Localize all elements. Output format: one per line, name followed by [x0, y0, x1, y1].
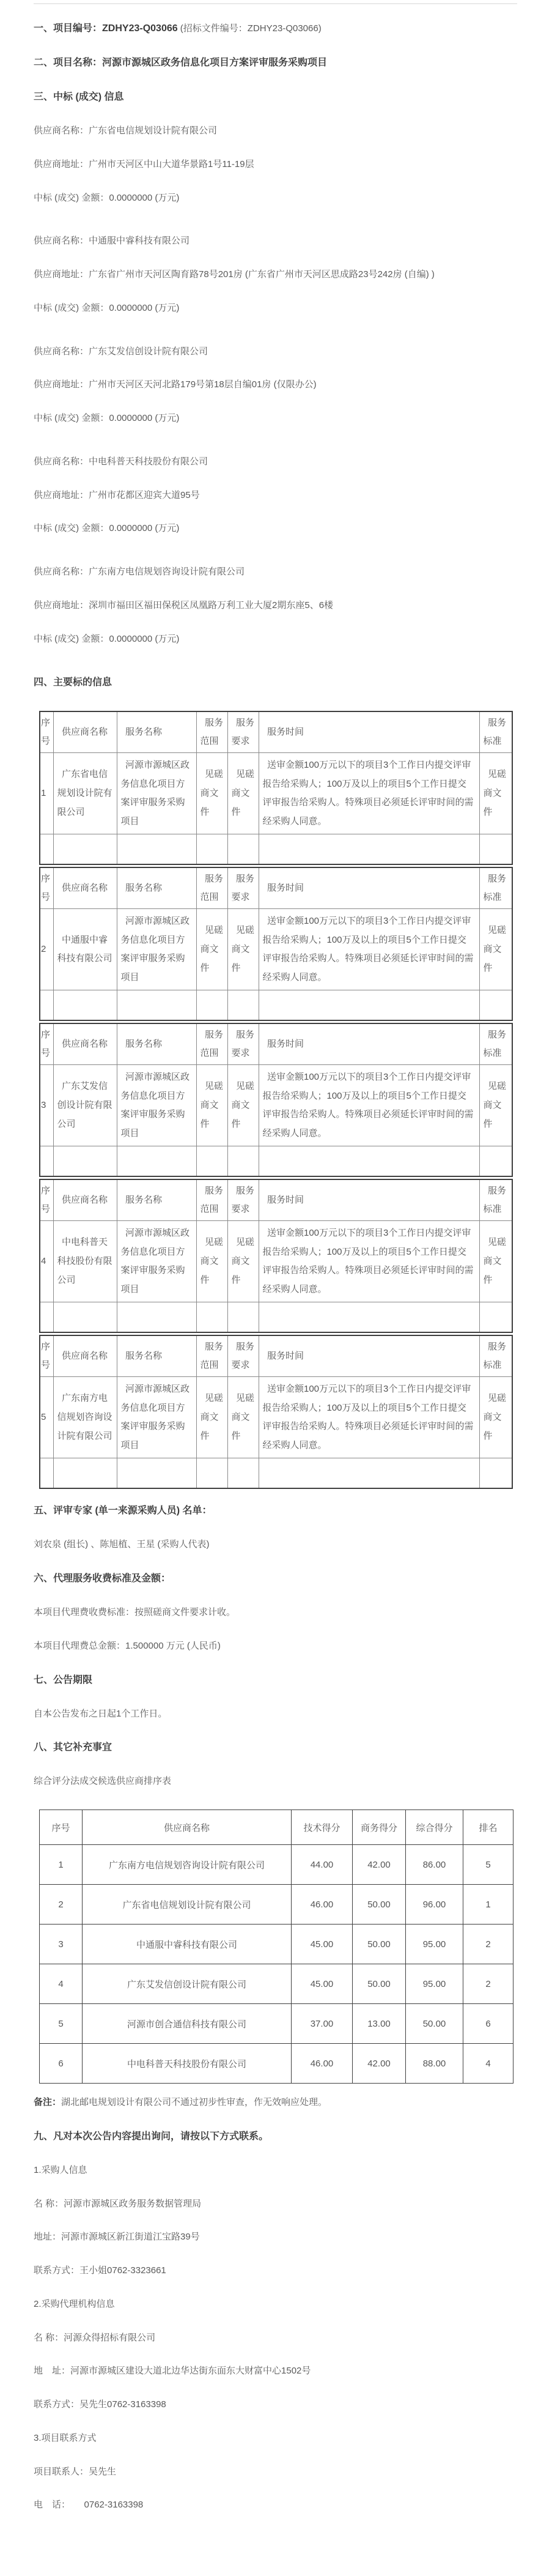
score-header-biz: 商务得分: [353, 1810, 406, 1845]
field-label: 联系方式：: [34, 2399, 80, 2410]
empty-cell: [40, 1458, 53, 1489]
cell-no: 2: [40, 909, 53, 990]
cell-service-name: 河源市源城区政务信息化项目方案评审服务采购项目: [117, 1221, 196, 1302]
section-4-heading: 四、主要标的信息: [34, 677, 112, 688]
field-value: 0.0000000 (万元): [109, 633, 180, 644]
text-line: [34, 523, 517, 535]
score-cell-rank: 1: [463, 1885, 513, 1925]
header-cell-supplier: 供应商名称: [53, 711, 117, 753]
cell-scope: 见磋商文件: [196, 753, 227, 834]
empty-cell: [53, 1146, 117, 1177]
announcement-content: [34, 4, 517, 2511]
field-value: 吴先生: [89, 2466, 117, 2477]
empty-cell: [40, 990, 53, 1021]
cell-time: 送审金额100万元以下的项目3个工作日内提交评审报告给采购人；100万及以上的项目5个工作日提交评审报告给采购人。特殊项目必须延长评审时间的需经采购人同意。: [259, 753, 479, 834]
field-label: 中标 (成交) 金额：: [34, 413, 109, 423]
score-cell-tech: 45.00: [292, 1925, 353, 1964]
field-value: 河源众得招标有限公司: [64, 2332, 156, 2343]
empty-cell: [117, 834, 196, 865]
empty-cell: [53, 1302, 117, 1333]
score-cell-rank: 6: [463, 2004, 513, 2044]
section-5-heading: 五、评审专家 (单一来源采购人员) 名单：: [34, 1505, 212, 1516]
cell-scope: 见磋商文件: [196, 1065, 227, 1146]
bid-table-data-row: [40, 1065, 512, 1146]
empty-cell: [479, 990, 512, 1021]
cell-no: 3: [40, 1065, 53, 1146]
field-value: 0762-3163398: [65, 2500, 144, 2511]
bid-table-empty-row: [40, 990, 512, 1021]
field-value: 河源市源城区新江街道江宝路39号: [61, 2232, 200, 2243]
empty-cell: [117, 1302, 196, 1333]
bid-table-data-row: [40, 909, 512, 990]
cell-supplier: 中通服中睿科技有限公司: [53, 909, 117, 990]
score-data-row: [40, 1964, 513, 2004]
empty-cell: [53, 1458, 117, 1489]
header-cell-req: 服务要求: [227, 1179, 259, 1221]
score-cell-no: 3: [40, 1925, 83, 1964]
empty-cell: [259, 1302, 479, 1333]
score-cell-tech: 45.00: [292, 1964, 353, 2004]
score-cell-no: 2: [40, 1885, 83, 1925]
score-cell-supplier: 广东南方电信规划咨询设计院有限公司: [83, 1845, 292, 1885]
field-value: 广州市天河区中山大道华景路1号11-19层: [89, 158, 254, 169]
empty-cell: [196, 1302, 227, 1333]
contact-block-title: 2.采购代理机构信息: [34, 2298, 115, 2309]
empty-cell: [259, 834, 479, 865]
field-value: 河源市源城区建设大道北边华达街东面东大财富中心1502号: [70, 2366, 311, 2377]
score-header-supplier: 供应商名称: [83, 1810, 292, 1845]
header-cell-req: 服务要求: [227, 711, 259, 753]
cell-standard: 见磋商文件: [479, 753, 512, 834]
cell-standard: 见磋商文件: [479, 1065, 512, 1146]
header-cell-scope: 服务范围: [196, 711, 227, 753]
contact-block-title: 3.项目联系方式: [34, 2432, 97, 2443]
score-data-row: [40, 1925, 513, 1964]
score-cell-tech: 46.00: [292, 1885, 353, 1925]
text-line: [34, 125, 517, 137]
field-value: 广州市天河区天河北路179号第18层自编01房 (仅限办公): [89, 379, 317, 390]
empty-cell: [40, 1146, 53, 1177]
field-value: 王小姐0762-3323661: [79, 2265, 166, 2276]
header-cell-scope: 服务范围: [196, 1179, 227, 1221]
header-cell-time: 服务时间: [259, 1023, 479, 1065]
cell-scope: 见磋商文件: [196, 1377, 227, 1458]
score-header-rank: 排名: [463, 1810, 513, 1845]
score-table-wrap: [34, 1810, 517, 2084]
cell-no: 5: [40, 1377, 53, 1458]
cell-supplier: 中电科普天科技股份有限公司: [53, 1221, 117, 1302]
empty-cell: [196, 990, 227, 1021]
score-cell-biz: 42.00: [353, 1845, 406, 1885]
score-cell-biz: 13.00: [353, 2004, 406, 2044]
field-value: 0.0000000 (万元): [109, 523, 180, 534]
header-cell-scope: 服务范围: [196, 1023, 227, 1065]
text-line: [34, 490, 517, 502]
cell-service-name: 河源市源城区政务信息化项目方案评审服务采购项目: [117, 753, 196, 834]
field-value: 河源市源城区政务服务数据管理局: [64, 2198, 202, 2209]
field-value: 吴先生0762-3163398: [79, 2399, 166, 2410]
field-value: 广东艾发信创设计院有限公司: [89, 346, 208, 357]
cell-standard: 见磋商文件: [479, 1221, 512, 1302]
supplier-group: [34, 236, 517, 314]
cell-service-name: 河源市源城区政务信息化项目方案评审服务采购项目: [117, 1065, 196, 1146]
empty-cell: [40, 1302, 53, 1333]
bid-table-header-row: [40, 711, 512, 753]
field-label: 中标 (成交) 金额：: [34, 633, 109, 644]
announcement-period-text: 自本公告发布之日起1个工作日。: [34, 1708, 167, 1719]
note-label: 备注：: [34, 2097, 62, 2107]
contact-block: [34, 2433, 517, 2511]
cell-time: 送审金额100万元以下的项目3个工作日内提交评审报告给采购人；100万及以上的项目5个工作日提交评审报告给采购人。特殊项目必须延长评审时间的需经采购人同意。: [259, 1065, 479, 1146]
score-header-total: 综合得分: [406, 1810, 463, 1845]
bid-items-table-block: [39, 1179, 513, 1333]
field-value: 中电科普天科技股份有限公司: [89, 456, 208, 467]
empty-cell: [53, 834, 117, 865]
score-header-tech: 技术得分: [292, 1810, 353, 1845]
field-label: 地址：: [34, 2232, 62, 2243]
bid-table-header-row: [40, 1335, 512, 1377]
empty-cell: [196, 834, 227, 865]
score-cell-no: 4: [40, 1964, 83, 2004]
score-cell-biz: 42.00: [353, 2044, 406, 2084]
section-9-heading: 九、凡对本次公告内容提出询问，请按以下方式联系。: [34, 2131, 269, 2142]
score-cell-rank: 2: [463, 1964, 513, 2004]
score-cell-supplier: 中电科普天科技股份有限公司: [83, 2044, 292, 2084]
header-cell-supplier: 供应商名称: [53, 1179, 117, 1221]
text-line: [34, 2265, 517, 2277]
empty-cell: [117, 1458, 196, 1489]
cell-supplier: 广东省电信规划设计院有限公司: [53, 753, 117, 834]
field-label: 供应商地址：: [34, 269, 89, 280]
score-cell-total: 88.00: [406, 2044, 463, 2084]
cell-scope: 见磋商文件: [196, 909, 227, 990]
empty-cell: [117, 990, 196, 1021]
cell-service-name: 河源市源城区政务信息化项目方案评审服务采购项目: [117, 909, 196, 990]
header-cell-time: 服务时间: [259, 1335, 479, 1377]
field-value: 0.0000000 (万元): [109, 302, 180, 313]
field-label: 项目联系人：: [34, 2466, 89, 2477]
score-cell-no: 1: [40, 1845, 83, 1885]
cell-req: 见磋商文件: [227, 909, 259, 990]
empty-cell: [227, 1302, 259, 1333]
empty-cell: [227, 990, 259, 1021]
field-label: 供应商地址：: [34, 158, 89, 169]
score-cell-supplier: 广东艾发信创设计院有限公司: [83, 1964, 292, 2004]
empty-cell: [40, 834, 53, 865]
empty-cell: [53, 990, 117, 1021]
empty-cell: [196, 1458, 227, 1489]
score-cell-tech: 46.00: [292, 2044, 353, 2084]
header-cell-standard: 服务标准: [479, 1023, 512, 1065]
supplier-group: [34, 456, 517, 535]
score-cell-tech: 44.00: [292, 1845, 353, 1885]
field-label: 电 话：: [34, 2500, 66, 2511]
contact-block: [34, 2165, 517, 2277]
bid-table-empty-row: [40, 1458, 512, 1489]
score-cell-rank: 4: [463, 2044, 513, 2084]
agency-fee-total: [34, 1641, 517, 1652]
score-cell-biz: 50.00: [353, 1964, 406, 2004]
text-line: [34, 346, 517, 358]
text-line: [34, 2232, 517, 2243]
field-label: 中标 (成交) 金额：: [34, 302, 109, 313]
agency-fee-standard-label: 本项目代理费收费标准：: [34, 1607, 135, 1617]
score-cell-total: 86.00: [406, 1845, 463, 1885]
header-cell-no: 序号: [40, 867, 53, 909]
header-cell-no: 序号: [40, 1023, 53, 1065]
field-label: 供应商名称：: [34, 456, 89, 467]
field-label: 名 称：: [34, 2332, 64, 2343]
field-value: 0.0000000 (万元): [109, 413, 180, 423]
experts-list: 刘农泉 (组长) 、陈旭植、王星 (采购人代表): [34, 1539, 210, 1550]
header-cell-time: 服务时间: [259, 1179, 479, 1221]
field-label: 联系方式：: [34, 2265, 80, 2276]
header-cell-standard: 服务标准: [479, 1179, 512, 1221]
empty-cell: [196, 1146, 227, 1177]
cell-time: 送审金额100万元以下的项目3个工作日内提交评审报告给采购人；100万及以上的项目5个工作日提交评审报告给采购人。特殊项目必须延长评审时间的需经采购人同意。: [259, 1377, 479, 1458]
score-data-row: [40, 2044, 513, 2084]
text-line: [34, 236, 517, 247]
cell-supplier: 广东艾发信创设计院有限公司: [53, 1065, 117, 1146]
score-data-row: [40, 1845, 513, 1885]
agency-fee-standard-value: 按照磋商文件要求计收。: [134, 1607, 236, 1617]
text-line: [34, 2467, 517, 2478]
score-cell-biz: 50.00: [353, 1885, 406, 1925]
field-label: 地 址：: [34, 2366, 71, 2377]
cell-standard: 见磋商文件: [479, 909, 512, 990]
cell-time: 送审金额100万元以下的项目3个工作日内提交评审报告给采购人；100万及以上的项目5个工作日提交评审报告给采购人。特殊项目必须延长评审时间的需经采购人同意。: [259, 1221, 479, 1302]
text-line: [34, 2399, 517, 2411]
header-cell-req: 服务要求: [227, 1023, 259, 1065]
bid-table-data-row: [40, 1221, 512, 1302]
supplier-group: [34, 346, 517, 425]
text-line: [34, 2199, 517, 2210]
score-cell-total: 95.00: [406, 1925, 463, 1964]
bid-table-empty-row: [40, 1302, 512, 1333]
field-value: 深圳市福田区福田保税区凤凰路万利工业大厦2期东座5、6楼: [89, 599, 334, 611]
score-ranking-table: [39, 1810, 513, 2084]
cell-req: 见磋商文件: [227, 1221, 259, 1302]
field-label: 供应商名称：: [34, 125, 89, 136]
project-number-value: ZDHY23-Q03066: [102, 23, 178, 34]
score-cell-rank: 2: [463, 1925, 513, 1964]
section-7-heading: 七、公告期限: [34, 1674, 93, 1685]
field-label: 名 称：: [34, 2198, 64, 2209]
section-8-heading: 八、其它补充事宜: [34, 1742, 112, 1753]
cell-req: 见磋商文件: [227, 753, 259, 834]
score-data-row: [40, 1885, 513, 1925]
cell-no: 1: [40, 753, 53, 834]
header-cell-no: 序号: [40, 711, 53, 753]
tender-doc-number: (招标文件编号：ZDHY23-Q03066): [177, 23, 322, 34]
bid-items-tables: [39, 711, 517, 1489]
header-cell-time: 服务时间: [259, 867, 479, 909]
score-cell-supplier: 中通服中睿科技有限公司: [83, 1925, 292, 1964]
empty-cell: [117, 1146, 196, 1177]
score-cell-total: 95.00: [406, 1964, 463, 2004]
header-cell-req: 服务要求: [227, 1335, 259, 1377]
bid-items-table-block: [39, 867, 513, 1021]
text-line: [34, 379, 517, 391]
header-cell-service-name: 服务名称: [117, 1335, 196, 1377]
supplier-group: [34, 125, 517, 204]
section-1-project-number: [34, 23, 517, 35]
empty-cell: [259, 1458, 479, 1489]
header-cell-service-name: 服务名称: [117, 711, 196, 753]
section-3-heading: 三、中标 (成交) 信息: [34, 92, 124, 102]
score-cell-total: 96.00: [406, 1885, 463, 1925]
field-label: 中标 (成交) 金额：: [34, 192, 109, 203]
score-cell-supplier: 河源市创合通信科技有限公司: [83, 2004, 292, 2044]
field-label: 供应商地址：: [34, 599, 89, 611]
score-cell-no: 5: [40, 2004, 83, 2044]
field-label: 供应商地址：: [34, 379, 89, 390]
score-cell-rank: 5: [463, 1845, 513, 1885]
supplier-group: [34, 566, 517, 645]
section-2-project-name: 二、项目名称：河源市源城区政务信息化项目方案评审服务采购项目: [34, 58, 328, 68]
cell-standard: 见磋商文件: [479, 1377, 512, 1458]
text-line: [34, 566, 517, 578]
agency-fee-total-value: 1.500000 万元 (人民币): [125, 1640, 221, 1651]
bid-items-table-block: [39, 1335, 513, 1489]
header-cell-no: 序号: [40, 1179, 53, 1221]
contact-block: [34, 2299, 517, 2411]
note-line: [34, 2097, 517, 2109]
text-line: [34, 2366, 517, 2377]
score-header-row: [40, 1810, 513, 1845]
header-cell-standard: 服务标准: [479, 711, 512, 753]
bid-table-header-row: [40, 1179, 512, 1221]
announcement-page: [0, 3, 552, 2576]
header-cell-time: 服务时间: [259, 711, 479, 753]
field-label: 供应商名称：: [34, 236, 89, 247]
contact-block-title: 1.采购人信息: [34, 2164, 87, 2175]
header-cell-supplier: 供应商名称: [53, 1335, 117, 1377]
bid-table-header-row: [40, 1023, 512, 1065]
score-table-title: 综合评分法成交候选供应商排序表: [34, 1776, 172, 1787]
header-cell-supplier: 供应商名称: [53, 867, 117, 909]
header-cell-no: 序号: [40, 1335, 53, 1377]
winning-suppliers-list: [34, 125, 517, 645]
bid-table-empty-row: [40, 1146, 512, 1177]
bid-table-data-row: [40, 1377, 512, 1458]
empty-cell: [479, 834, 512, 865]
field-value: 广东省电信规划设计院有限公司: [89, 125, 218, 136]
header-cell-standard: 服务标准: [479, 1335, 512, 1377]
empty-cell: [259, 990, 479, 1021]
cell-scope: 见磋商文件: [196, 1221, 227, 1302]
cell-service-name: 河源市源城区政务信息化项目方案评审服务采购项目: [117, 1377, 196, 1458]
field-value: 中通服中睿科技有限公司: [89, 236, 190, 247]
score-cell-total: 50.00: [406, 2004, 463, 2044]
field-value: 广东南方电信规划咨询设计院有限公司: [89, 566, 245, 577]
header-cell-service-name: 服务名称: [117, 867, 196, 909]
header-cell-service-name: 服务名称: [117, 1179, 196, 1221]
score-cell-supplier: 广东省电信规划设计院有限公司: [83, 1885, 292, 1925]
score-cell-tech: 37.00: [292, 2004, 353, 2044]
field-label: 供应商名称：: [34, 346, 89, 357]
cell-supplier: 广东南方电信规划咨询设计院有限公司: [53, 1377, 117, 1458]
section-6-heading: 六、代理服务收费标准及金额：: [34, 1573, 171, 1584]
empty-cell: [479, 1458, 512, 1489]
header-cell-service-name: 服务名称: [117, 1023, 196, 1065]
text-line: [34, 600, 517, 612]
bid-items-table-block: [39, 711, 513, 865]
field-label: 供应商名称：: [34, 566, 89, 577]
text-line: [34, 193, 517, 204]
empty-cell: [227, 1458, 259, 1489]
bid-table-header-row: [40, 867, 512, 909]
cell-no: 4: [40, 1221, 53, 1302]
empty-cell: [479, 1146, 512, 1177]
text-line: [34, 159, 517, 171]
empty-cell: [259, 1146, 479, 1177]
agency-fee-total-label: 本项目代理费总金额：: [34, 1640, 126, 1651]
empty-cell: [479, 1302, 512, 1333]
cell-time: 送审金额100万元以下的项目3个工作日内提交评审报告给采购人；100万及以上的项目5个工作日提交评审报告给采购人。特殊项目必须延长评审时间的需经采购人同意。: [259, 909, 479, 990]
text-line: [34, 2500, 517, 2511]
field-value: 广州市花都区迎宾大道95号: [89, 489, 200, 500]
bid-table-data-row: [40, 753, 512, 834]
header-cell-standard: 服务标准: [479, 867, 512, 909]
score-cell-biz: 50.00: [353, 1925, 406, 1964]
field-value: 0.0000000 (万元): [109, 192, 180, 203]
text-line: [34, 413, 517, 425]
note-text: 湖北邮电规划设计有限公司不通过初步性审查，作无效响应处理。: [61, 2097, 328, 2107]
agency-fee-standard: [34, 1607, 517, 1619]
header-cell-req: 服务要求: [227, 867, 259, 909]
text-line: [34, 634, 517, 645]
field-label: 中标 (成交) 金额：: [34, 523, 109, 534]
empty-cell: [227, 1146, 259, 1177]
score-header-no: 序号: [40, 1810, 83, 1845]
bid-table-empty-row: [40, 834, 512, 865]
text-line: [34, 269, 517, 281]
project-number-label: 一、项目编号：: [34, 23, 103, 34]
contact-info-blocks: [34, 2165, 517, 2511]
score-cell-no: 6: [40, 2044, 83, 2084]
score-data-row: [40, 2004, 513, 2044]
text-line: [34, 303, 517, 314]
cell-req: 见磋商文件: [227, 1065, 259, 1146]
header-cell-scope: 服务范围: [196, 1335, 227, 1377]
field-label: 供应商地址：: [34, 489, 89, 500]
field-value: 广东省广州市天河区陶育路78号201房 (广东省广州市天河区思成路23号242房 (自编) ): [89, 269, 435, 280]
header-cell-supplier: 供应商名称: [53, 1023, 117, 1065]
empty-cell: [227, 834, 259, 865]
text-line: [34, 456, 517, 468]
cell-req: 见磋商文件: [227, 1377, 259, 1458]
header-cell-scope: 服务范围: [196, 867, 227, 909]
bid-items-table-block: [39, 1023, 513, 1177]
text-line: [34, 2333, 517, 2344]
